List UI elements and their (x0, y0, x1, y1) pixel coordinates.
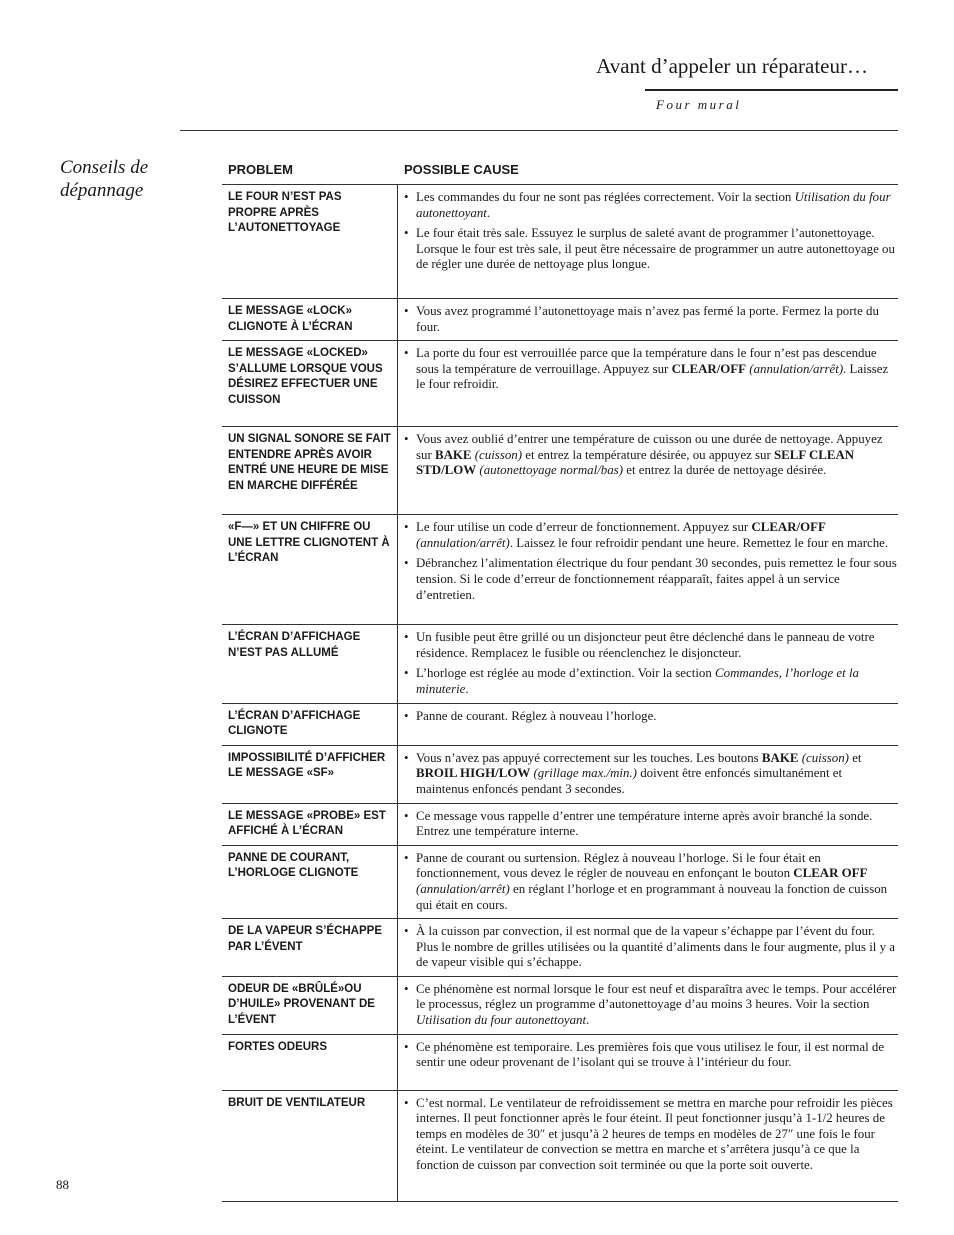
problem-cell: FORTES ODEURS (222, 1035, 398, 1090)
cause-text: Les commandes du four ne sont pas réglées correctement. Voir la section Utilisation du four autonettoyant. (416, 190, 891, 220)
cause-cell (398, 804, 898, 845)
bullet-icon: • (404, 808, 409, 823)
bullet-icon: • (404, 520, 409, 535)
problem-cell: PANNE DE COURANT, L’HORLOGE CLIGNOTE (222, 846, 398, 918)
cause-item (404, 751, 898, 798)
cause-cell (398, 977, 898, 1034)
bullet-icon: • (404, 750, 409, 765)
cause-text: Ce phénomène est normal lorsque le four est neuf et disparaîtra avec le temps. Pour accélérer le processus, réglez un programme d’autonettoyage d’au moins 3 heures. Voir la section Utilisation du four autonettoyant. (416, 981, 897, 1028)
page-number: 88 (56, 1177, 69, 1192)
cause-item (404, 709, 898, 725)
cause-item (404, 851, 898, 913)
problem-cell: «F—» ET UN CHIFFRE OU UNE LETTRE CLIGNOTENT À L’ÉCRAN (222, 515, 398, 624)
cause-item (404, 520, 898, 551)
cause-text: Vous avez oublié d’entrer une température de cuisson ou une durée de nettoyage. Appuyez sur BAKE (cuisson) et entrez la température désirée, ou appuyez sur SELF CLEAN STD/LOW (autonettoyage normal/bas) et entrez la durée de nettoyage désirée. (416, 432, 883, 478)
table-row (222, 704, 898, 746)
table-row (222, 299, 898, 341)
problem-cell: LE MESSAGE «LOCK» CLIGNOTE À L’ÉCRAN (222, 299, 398, 340)
table-row (222, 846, 898, 919)
bullet-icon: • (404, 190, 409, 204)
bullet-icon: • (404, 924, 409, 939)
cause-item (404, 809, 898, 840)
bullet-icon: • (404, 850, 409, 865)
cause-text: Ce phénomène est temporaire. Les premières fois que vous utilisez le four, il est normal de sentir une odeur provenant de l’isolant qui se trouve à l’intérieur du four. (416, 1039, 885, 1070)
cause-item (404, 982, 898, 1029)
bullet-icon: • (404, 708, 409, 723)
table-row (222, 427, 898, 515)
page-subtitle: Four mural (656, 97, 742, 112)
table-header (222, 160, 898, 185)
problem-cell: LE MESSAGE «LOCKED» S’ALLUME LORSQUE VOUS DÉSIREZ EFFECTUER UNE CUISSON (222, 341, 398, 426)
table-row (222, 804, 898, 846)
cause-text: Le four utilise un code d’erreur de fonctionnement. Appuyez sur CLEAR/OFF (annulation/arrêt). Laissez le four refroidir pendant une heure. Remettez le four en marche. (416, 520, 889, 550)
bullet-icon: • (404, 346, 409, 361)
cause-item (404, 1096, 898, 1174)
table-row (222, 919, 898, 977)
cause-text: Vous n’avez pas appuyé correctement sur les touches. Les boutons BAKE (cuisson) et BROIL HIGH/LOW (grillage max./min.) doivent être enfoncés simultanément et maintenus enfoncés pendant 3 secondes. (416, 750, 862, 796)
troubleshooting-table (222, 160, 898, 1202)
bullet-icon: • (404, 981, 409, 996)
cause-text: La porte du four est verrouillée parce que la température dans le four n’est pas descendue sous la température de verrouillage. Appuyez sur CLEAR/OFF (annulation/arrêt). Laissez le four refroidir. (416, 346, 889, 392)
section-title: Conseils de dépannage (60, 157, 149, 201)
problem-cell: DE LA VAPEUR S’ÉCHAPPE PAR L’ÉVENT (222, 919, 398, 976)
bullet-icon: • (404, 304, 409, 318)
cause-item (404, 666, 898, 697)
problem-cell: UN SIGNAL SONORE SE FAIT ENTENDRE APRÈS AVOIR ENTRÉ UNE HEURE DE MISE EN MARCHE DIFFÉRÉE (222, 427, 398, 514)
cause-item (404, 226, 898, 273)
title-rule (645, 89, 898, 91)
bullet-icon: • (404, 666, 409, 681)
problem-cell: LE MESSAGE «PROBE» EST AFFICHÉ À L’ÉCRAN (222, 804, 398, 845)
cause-cell (398, 1035, 898, 1090)
table-row (222, 746, 898, 804)
cause-item (404, 190, 898, 221)
table-row (222, 1091, 898, 1202)
bullet-icon: • (404, 1095, 409, 1110)
bullet-icon: • (404, 1039, 409, 1054)
table-body (222, 185, 898, 1202)
cause-cell (398, 625, 898, 702)
cause-item (404, 1040, 898, 1071)
table-row (222, 185, 898, 299)
cause-cell (398, 185, 898, 298)
cause-cell (398, 427, 898, 514)
cause-cell (398, 299, 898, 340)
cause-cell (398, 846, 898, 918)
cause-text: Débranchez l’alimentation électrique du four pendant 30 secondes, puis remettez le four sous tension. Si le code d’erreur de fonctionnement réapparaît, faites appel à un service d’entretien. (416, 556, 897, 602)
table-row (222, 625, 898, 703)
header-rule (180, 130, 898, 131)
cause-cell (398, 341, 898, 426)
table-row (222, 515, 898, 625)
bullet-icon: • (404, 432, 409, 447)
bullet-icon: • (404, 556, 409, 571)
bullet-icon: • (404, 226, 409, 241)
table-row (222, 1035, 898, 1091)
column-header-cause: POSSIBLE CAUSE (404, 162, 519, 177)
problem-cell: LE FOUR N’EST PAS PROPRE APRÈS L’AUTONETTOYAGE (222, 185, 398, 298)
cause-item (404, 432, 898, 479)
cause-item (404, 630, 898, 661)
cause-text: Vous avez programmé l’autonettoyage mais n’avez pas fermé la porte. Fermez la porte du four. (416, 304, 879, 334)
cause-cell (398, 515, 898, 624)
cause-text: Ce message vous rappelle d’entrer une température interne après avoir branché la sonde. Entrez une température interne. (416, 808, 873, 839)
cause-text: À la cuisson par convection, il est normal que de la vapeur s’échappe par l’évent du four. Plus le nombre de grilles utilisées ou la quantité d’aliments dans le four augmente, plus il y a de vapeur visible qui s’échappe. (416, 924, 895, 970)
problem-cell: ODEUR DE «BRÛLÉ»OU D’HUILE» PROVENANT DE L’ÉVENT (222, 977, 398, 1034)
page-title: Avant d’appeler un réparateur… (596, 54, 868, 78)
cause-text: Le four était très sale. Essuyez le surplus de saleté avant de programmer l’autonettoyage. Lorsque le four est très sale, il peut être nécessaire de programmer un autre autonettoyage ou de régler une durée de nettoyage plus longue. (416, 226, 895, 272)
column-header-problem: PROBLEM (228, 162, 293, 177)
bullet-icon: • (404, 630, 409, 645)
cause-item (404, 346, 898, 393)
problem-cell: BRUIT DE VENTILATEUR (222, 1091, 398, 1201)
table-row (222, 341, 898, 427)
cause-item (404, 924, 898, 971)
cause-cell (398, 919, 898, 976)
cause-text: Un fusible peut être grillé ou un disjoncteur peut être déclenché dans le panneau de votre résidence. Remplacez le fusible ou réenclenchez le disjoncteur. (416, 630, 875, 660)
problem-cell: L’ÉCRAN D’AFFICHAGE N’EST PAS ALLUMÉ (222, 625, 398, 702)
cause-text: Panne de courant. Réglez à nouveau l’horloge. (416, 708, 657, 723)
cause-cell (398, 1091, 898, 1201)
table-row (222, 977, 898, 1035)
cause-text: Panne de courant ou surtension. Réglez à nouveau l’horloge. Si le four était en fonctionnement, vous devez le régler de nouveau en enfonçant le bouton CLEAR OFF (annulation/arrêt) en réglant l’horloge et en programmant à nouveau la fonction de cuisson qui était en cours. (416, 850, 888, 912)
cause-text: L’horloge est réglée au mode d’extinction. Voir la section Commandes, l’horloge et la minuterie. (416, 666, 859, 696)
cause-item (404, 304, 898, 335)
problem-cell: L’ÉCRAN D’AFFICHAGE CLIGNOTE (222, 704, 398, 745)
cause-text: C’est normal. Le ventilateur de refroidissement se mettra en marche pour refroidir les pièces internes. Il peut fonctionner après le four éteint. Il peut fonctionner jusqu’à 1-1/2 heures de temps en modèles de 30″ et jusqu’à 2 heures de temps en modèles de 27″ une fois le four éteint. Le ventilateur de convection se mettra en marche et s’arrêtera jusqu’à ce que la fonction de cuisson par convection soit terminée ou que la porte soit ouverte. (416, 1095, 893, 1173)
cause-cell (398, 704, 898, 745)
cause-item (404, 556, 898, 603)
cause-cell (398, 746, 898, 803)
problem-cell: IMPOSSIBILITÉ D’AFFICHER LE MESSAGE «SF» (222, 746, 398, 803)
